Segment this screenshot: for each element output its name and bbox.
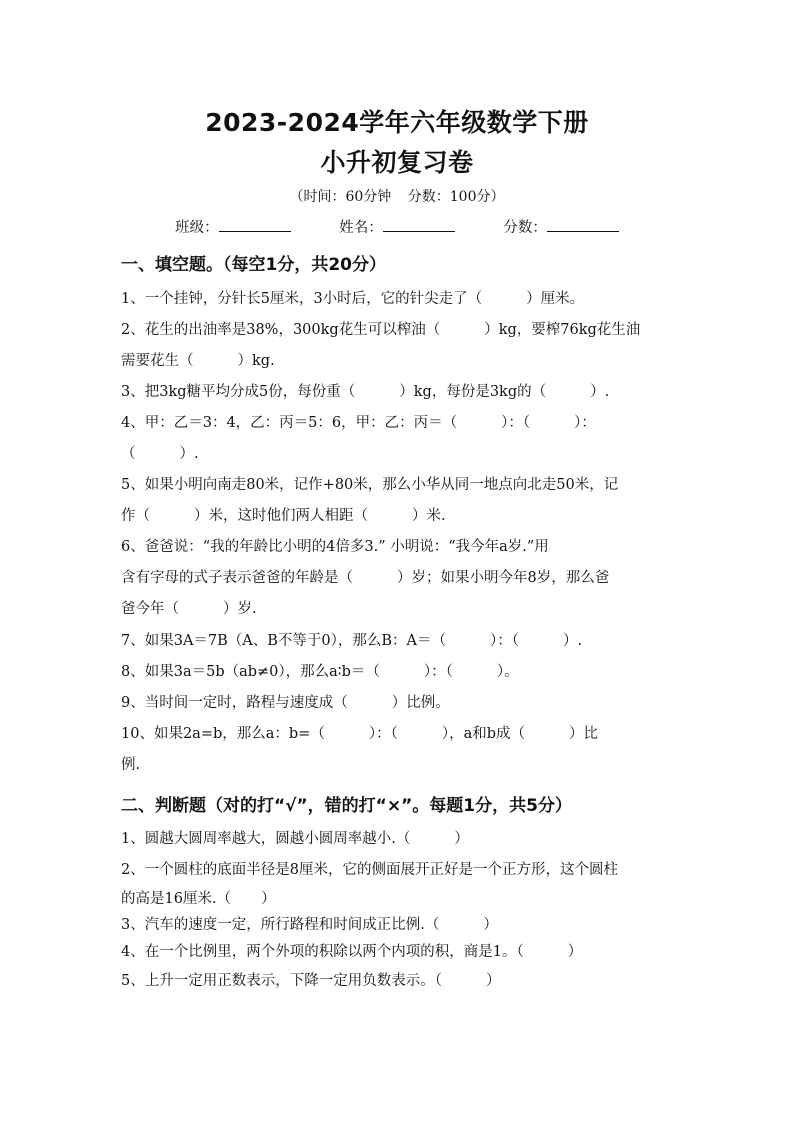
question-1-9: 9、当时间一定时，路程与速度成（ ）比例。: [121, 695, 450, 711]
score-field: [503, 216, 619, 237]
question-1-3: 3、把3kg糖平均分成5份，每份重（ ）kg，每份是3kg的（ ）.: [121, 384, 610, 400]
name-blank[interactable]: [383, 217, 455, 232]
name-field: [339, 216, 455, 237]
question-1-4: 4、甲：乙＝3：4，乙：丙＝5：6，甲：乙：丙＝（ ）：（ ）： （ ）.: [121, 415, 596, 462]
question-2-4: 4、在一个比例里，两个外项的积除以两个内项的积，商是1。（ ）: [121, 944, 583, 960]
score-blank[interactable]: [547, 217, 619, 232]
question-1-10: 10、如果2a=b，那么a：b=（ ）：（ ），a和b成（ ）比 例.: [121, 726, 599, 773]
question-2-5: 5、上升一定用正数表示，下降一定用负数表示。（ ）: [121, 973, 501, 989]
question-1-2: 2、花生的出油率是38%，300kg花生可以榨油（ ）kg，要榨76kg花生油 需要花生（ ）kg.: [121, 322, 641, 369]
score-label: 分数：: [503, 220, 547, 236]
class-label: 班级：: [175, 220, 219, 236]
name-label: 姓名：: [339, 220, 383, 236]
question-1-7: 7、如果3A＝7B（A、B不等于0），那么B：A＝（ ）：（ ）.: [121, 633, 583, 649]
exam-title: 2023-2024学年六年级数学下册: [205, 108, 589, 137]
question-2-2: 2、一个圆柱的底面半径是8厘米，它的侧面展开正好是一个正方形，这个圆柱 的高是16厘米.（ ）: [121, 862, 618, 907]
question-1-1: 1、一个挂钟，分针长5厘米，3小时后，它的针尖走了（ ）厘米。: [121, 291, 585, 307]
exam-meta: [0, 186, 794, 206]
time-limit: （时间：60分钟: [289, 189, 392, 205]
total-score: 分数：100分）: [407, 189, 505, 205]
section-2-heading: 二、判断题（对的打“√”，错的打“×”。每题1分，共5分）: [121, 796, 572, 816]
question-1-5: 5、如果小明向南走80米，记作+80米，那么小华从同一地点向北走50米，记 作（ ）米，这时他们两人相距（ ）米.: [121, 477, 619, 524]
class-field: [175, 216, 291, 237]
question-2-1: 1、圆越大圆周率越大，圆越小圆周率越小.（ ）: [121, 831, 469, 847]
student-info: [0, 216, 794, 237]
section-1-heading: 一、填空题。（每空1分，共20分）: [121, 255, 386, 275]
question-1-6: 6、爸爸说：“我的年龄比小明的4倍多3.” 小明说：“我今年a岁.”用 含有字母的式子表示爸爸的年龄是（ ）岁；如果小明今年8岁，那么爸 爸今年（ ）岁.: [121, 539, 610, 617]
exam-subtitle: 小升初复习卷: [320, 148, 474, 177]
question-1-8: 8、如果3a＝5b（ab≠0），那么a∶b＝（ ）：（ ）。: [121, 664, 519, 680]
class-blank[interactable]: [219, 217, 291, 232]
question-2-3: 3、汽车的速度一定，所行路程和时间成正比例.（ ）: [121, 917, 498, 933]
